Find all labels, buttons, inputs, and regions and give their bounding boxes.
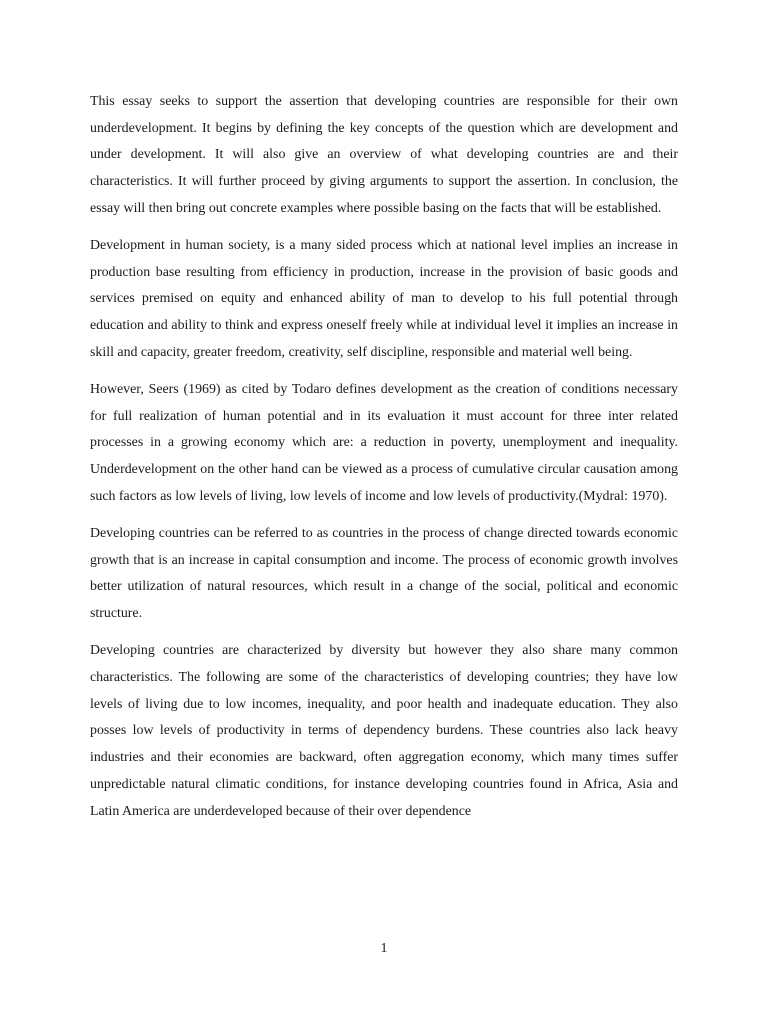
paragraph-intro: This essay seeks to support the assertion that developing countries are responsible for their own underdevelopment. It begins by defining the key concepts of the question which are development and under development. It will also give an overview of what developing countries are and their characteristics. It will further proceed by giving arguments to support the assertion. In conclusion, the essay will then bring out concrete examples where possible basing on the facts that will be established. (90, 94, 678, 216)
body-text (90, 89, 678, 836)
paragraph-seers-definition: However, Seers (1969) as cited by Todaro defines development as the creation of conditions necessary for full realization of human potential and in its evaluation it must account for three inter related processes in a growing economy which are: a reduction in poverty, unemployment and inequality. Underdevelopment on the other hand can be viewed as a process of cumulative circular causation among such factors as low levels of living, low levels of income and low levels of productivity.(Mydral: 1970). (90, 382, 678, 504)
paragraph-developing-countries: Developing countries can be referred to as countries in the process of change directed towards economic growth that is an increase in capital consumption and income. The process of economic growth involves better utilization of natural resources, which result in a change of the social, political and economic structure. (90, 526, 678, 622)
paragraph-characteristics: Developing countries are characterized by diversity but however they also share many common characteristics. The following are some of the characteristics of developing countries; they have low levels of living due to low incomes, inequality, and poor health and inadequate education. They also posses low levels of productivity in terms of dependency burdens. These countries also lack heavy industries and their economies are backward, often aggregation economy, which many times suffer unpredictable natural climatic conditions, for instance developing countries found in Africa, Asia and Latin America are underdeveloped because of their over dependence (90, 643, 678, 819)
page-number: 1 (380, 941, 388, 956)
paragraph-development-definition: Development in human society, is a many sided process which at national level implies an increase in production base resulting from efficiency in production, increase in the provision of basic goods and services premised on equity and enhanced ability of man to develop to his full potential through education and ability to think and express oneself freely while at individual level it implies an increase in skill and capacity, greater freedom, creativity, self discipline, responsible and material well being. (90, 238, 678, 360)
